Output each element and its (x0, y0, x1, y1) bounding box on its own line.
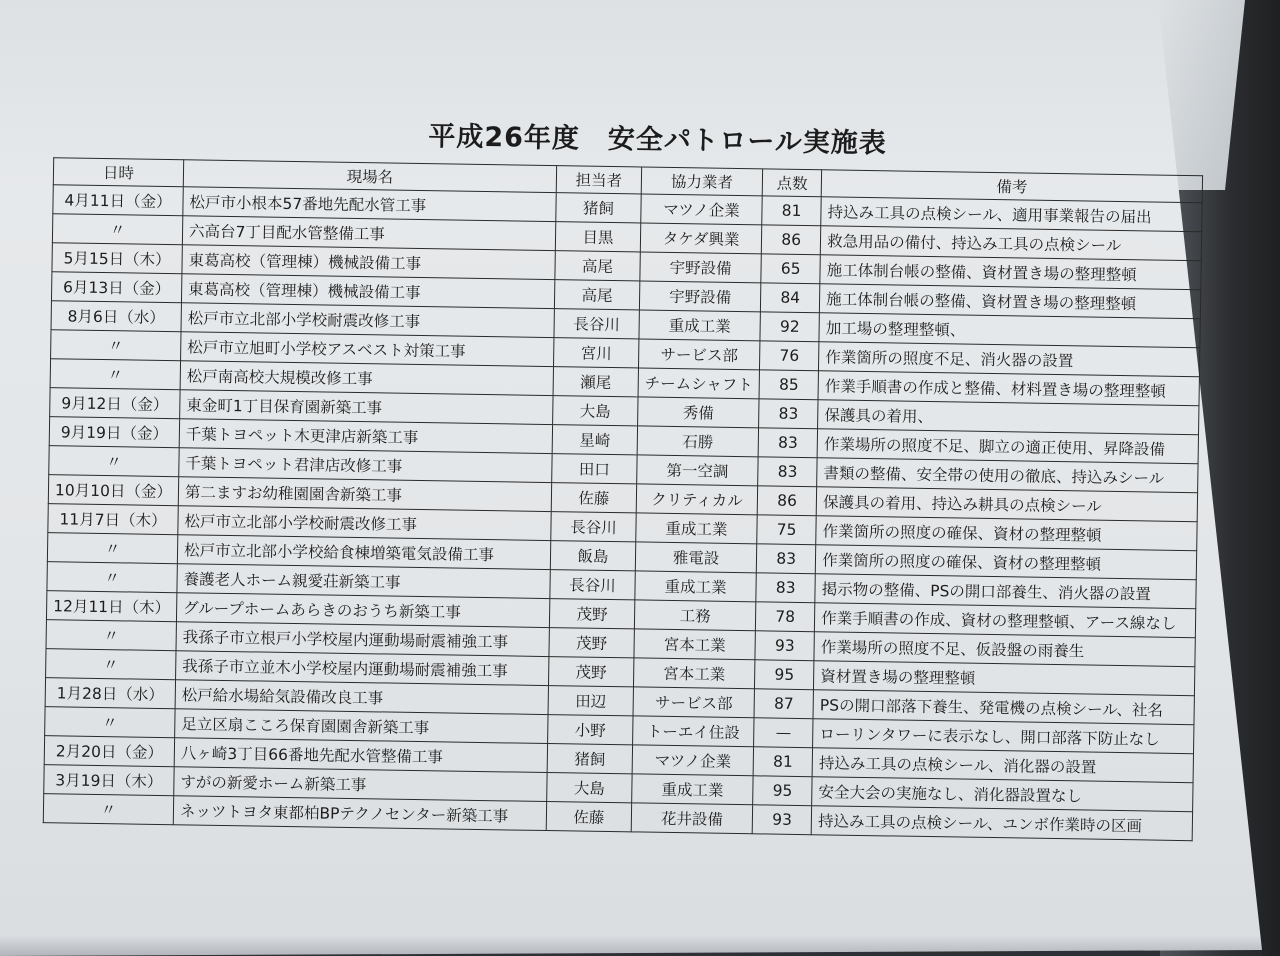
cell-date: 1月28日（水） (45, 678, 175, 709)
cell-contractor: 工務 (634, 600, 756, 631)
header-site: 現場名 (183, 160, 556, 193)
cell-site: 松戸給水場給気設備改良工事 (175, 680, 548, 715)
cell-contractor: 重成工業 (636, 513, 758, 544)
cell-site: 東金町1丁目保育園新築工事 (180, 390, 553, 425)
cell-remarks: 安全大会の実施なし、消化器設置なし (812, 777, 1193, 812)
cell-person: 大島 (553, 396, 638, 426)
cell-person: 目黒 (555, 222, 640, 252)
cell-date: 〃 (46, 649, 176, 680)
cell-site: 六高台7丁目配水管整備工事 (182, 216, 555, 251)
cell-person: 佐藤 (546, 802, 631, 832)
cell-site: 足立区扇こころ保育園園舎新築工事 (175, 709, 548, 744)
cell-remarks: PSの開口部落下養生、発電機の点検シール、社名 (813, 690, 1194, 725)
cell-person: 大島 (547, 773, 632, 803)
cell-date: 3月19日（木） (44, 765, 174, 796)
cell-date: 8月6日（水） (51, 301, 181, 332)
cell-contractor: トーエイ住設 (633, 716, 755, 747)
cell-site: 八ヶ崎3丁目66番地先配水管整備工事 (174, 738, 547, 773)
cell-date: 〃 (46, 620, 176, 651)
cell-date: 5月15日（木） (52, 243, 182, 274)
cell-score: 75 (757, 515, 816, 545)
cell-remarks: 作業手順書の作成、資材の整理整頓、アース線なし (815, 603, 1196, 638)
cell-date: 9月12日（金） (50, 388, 180, 419)
cell-contractor: クリティカル (636, 484, 758, 515)
cell-remarks: 保護具の着用、 (818, 400, 1199, 435)
cell-person: 茂野 (548, 657, 633, 687)
cell-person: 長谷川 (550, 570, 635, 600)
cell-date: 〃 (45, 707, 175, 738)
header-person: 担当者 (556, 166, 641, 194)
cell-person: 高尾 (555, 251, 640, 281)
header-score: 点数 (762, 169, 821, 197)
cell-contractor: 重成工業 (639, 310, 761, 341)
cell-date: 10月10日（金） (48, 475, 178, 506)
cell-score: 92 (760, 312, 819, 342)
cell-site: 松戸市立北部小学校耐震改修工事 (181, 303, 554, 338)
cell-score: 95 (753, 776, 812, 806)
cell-person: 猪飼 (547, 744, 632, 774)
cell-person: 小野 (548, 715, 633, 745)
cell-contractor: 重成工業 (635, 571, 757, 602)
cell-contractor: タケダ興業 (640, 223, 762, 254)
cell-score: 84 (761, 283, 820, 313)
cell-person: 長谷川 (554, 309, 639, 339)
cell-site: 我孫子市立並木小学校屋内運動場耐震補強工事 (175, 651, 548, 686)
cell-remarks: 施工体制台帳の整備、資材置き場の整理整頓 (820, 284, 1201, 319)
document-title: 平成26年度 安全パトロール実施表 (428, 121, 888, 160)
cell-person: 宮川 (553, 338, 638, 368)
cell-date: 〃 (52, 214, 182, 245)
header-remarks: 備考 (821, 170, 1202, 203)
cell-contractor: 重成工業 (632, 774, 754, 805)
cell-score: 86 (761, 225, 820, 255)
cell-site: 松戸市小根本57番地先配水管工事 (183, 187, 556, 222)
cell-score: 81 (753, 747, 812, 777)
cell-score: 83 (756, 544, 815, 574)
cell-remarks: 持込み工具の点検シール、ユンボ作業時の区画 (811, 806, 1192, 841)
cell-remarks: 加工場の整理整頓、 (819, 313, 1200, 348)
cell-score: 83 (756, 573, 815, 603)
cell-date: 〃 (50, 359, 180, 390)
cell-remarks: ローリンタワーに表示なし、開口部落下防止なし (813, 719, 1194, 754)
cell-remarks: 作業場所の照度不足、脚立の適正使用、昇降設備 (817, 429, 1198, 464)
cell-date: 11月7日（木） (48, 504, 178, 535)
cell-person: 星崎 (552, 425, 637, 455)
cell-person: 茂野 (549, 628, 634, 658)
cell-contractor: 宮本工業 (633, 658, 755, 689)
cell-person: 長谷川 (551, 512, 636, 542)
cell-site: 養護老人ホーム親愛荘新築工事 (177, 564, 550, 599)
cell-contractor: 花井設備 (631, 803, 753, 834)
cell-person: 田口 (552, 454, 637, 484)
cell-date: 9月19日（金） (49, 417, 179, 448)
cell-site: 松戸市立旭町小学校アスベスト対策工事 (181, 332, 554, 367)
cell-date: 〃 (47, 533, 177, 564)
cell-remarks: 作業箇所の照度の確保、資材の整理整頓 (816, 516, 1197, 551)
cell-score: 93 (752, 805, 811, 835)
cell-site: 千葉トヨペット君津店改修工事 (179, 448, 552, 483)
header-contractor: 協力業者 (641, 167, 763, 196)
cell-person: 猪飼 (556, 193, 641, 223)
cell-score: 83 (759, 399, 818, 429)
cell-site: 東葛高校（管理棟）機械設備工事 (181, 274, 554, 309)
cell-site: すがの新愛ホーム新築工事 (174, 767, 547, 802)
cell-person: 瀬尾 (553, 367, 638, 397)
cell-contractor: チームシャフト (638, 368, 760, 399)
cell-score: 78 (756, 602, 815, 632)
cell-score: 65 (761, 254, 820, 284)
cell-person: 佐藤 (551, 483, 636, 513)
cell-contractor: 宇野設備 (639, 281, 761, 312)
cell-site: 我孫子市立根戸小学校屋内運動場耐震補強工事 (176, 622, 549, 657)
cell-contractor: マツノ企業 (632, 745, 754, 776)
cell-site: 千葉トヨペット木更津店新築工事 (179, 419, 552, 454)
cell-score: 85 (759, 370, 818, 400)
cell-remarks: 施工体制台帳の整備、資材置き場の整理整頓 (820, 255, 1201, 290)
cell-remarks: 作業手順書の作成と整備、材料置き場の整理整頓 (818, 371, 1199, 406)
cell-score: — (754, 718, 813, 748)
cell-site: 松戸市立北部小学校耐震改修工事 (178, 506, 551, 541)
cell-site: 東葛高校（管理棟）機械設備工事 (182, 245, 555, 280)
header-date: 日時 (53, 158, 183, 187)
cell-date: 〃 (49, 446, 179, 477)
cell-contractor: 石勝 (637, 426, 759, 457)
document-body (29, 108, 1246, 842)
cell-score: 95 (755, 660, 814, 690)
cell-score: 83 (758, 428, 817, 458)
cell-person: 田辺 (548, 686, 633, 716)
cell-person: 茂野 (549, 599, 634, 629)
cell-score: 93 (755, 631, 814, 661)
cell-remarks: 掲示物の整備、PSの開口部養生、消火器の設置 (815, 574, 1196, 609)
cell-contractor: 宇野設備 (640, 252, 762, 283)
cell-remarks: 持込み工具の点検シール、消化器の設置 (812, 748, 1193, 783)
cell-site: 松戸市立北部小学校給食棟増築電気設備工事 (177, 535, 550, 570)
cell-remarks: 資材置き場の整理整頓 (814, 661, 1195, 696)
cell-score: 86 (757, 486, 816, 516)
cell-score: 81 (762, 196, 821, 226)
cell-date: 4月11日（金） (53, 185, 183, 216)
cell-site: グループホームあらきのおうち新築工事 (176, 593, 549, 628)
cell-date: 〃 (47, 562, 177, 593)
cell-date: 2月20日（金） (44, 736, 174, 767)
cell-remarks: 作業箇所の照度不足、消火器の設置 (819, 342, 1200, 377)
cell-contractor: 雅電設 (635, 542, 757, 573)
cell-contractor: サービス部 (638, 339, 760, 370)
cell-person: 高尾 (554, 280, 639, 310)
cell-date: 〃 (51, 330, 181, 361)
cell-date: 〃 (43, 794, 173, 825)
cell-remarks: 保護具の着用、持込み耕具の点検シール (816, 487, 1197, 522)
cell-site: ネッツトヨタ東都柏BPテクノセンター新築工事 (173, 796, 546, 831)
cell-date: 12月11日（木） (46, 591, 176, 622)
cell-score: 76 (760, 341, 819, 371)
cell-remarks: 救急用品の備付、持込み工具の点検シール (820, 226, 1201, 261)
cell-date: 6月13日（金） (51, 272, 181, 303)
cell-site: 松戸南高校大規模改修工事 (180, 361, 553, 396)
cell-contractor: 第一空調 (637, 455, 759, 486)
cell-person: 飯島 (550, 541, 635, 571)
cell-remarks: 持込み工具の点検シール、適用事業報告の届出 (821, 197, 1202, 232)
cell-contractor: サービス部 (633, 687, 755, 718)
cell-contractor: マツノ企業 (641, 194, 763, 225)
cell-contractor: 秀備 (638, 397, 760, 428)
cell-score: 83 (758, 457, 817, 487)
cell-site: 第二ますお幼稚園園舎新築工事 (178, 477, 551, 512)
cell-score: 87 (754, 689, 813, 719)
patrol-table (43, 157, 1203, 841)
cell-remarks: 作業箇所の照度の確保、資材の整理整頓 (815, 545, 1196, 580)
cell-remarks: 作業場所の照度不足、仮設盤の雨養生 (814, 632, 1195, 667)
cell-contractor: 宮本工業 (634, 629, 756, 660)
cell-remarks: 書類の整備、安全帯の使用の徹底、持込みシール (817, 458, 1198, 493)
